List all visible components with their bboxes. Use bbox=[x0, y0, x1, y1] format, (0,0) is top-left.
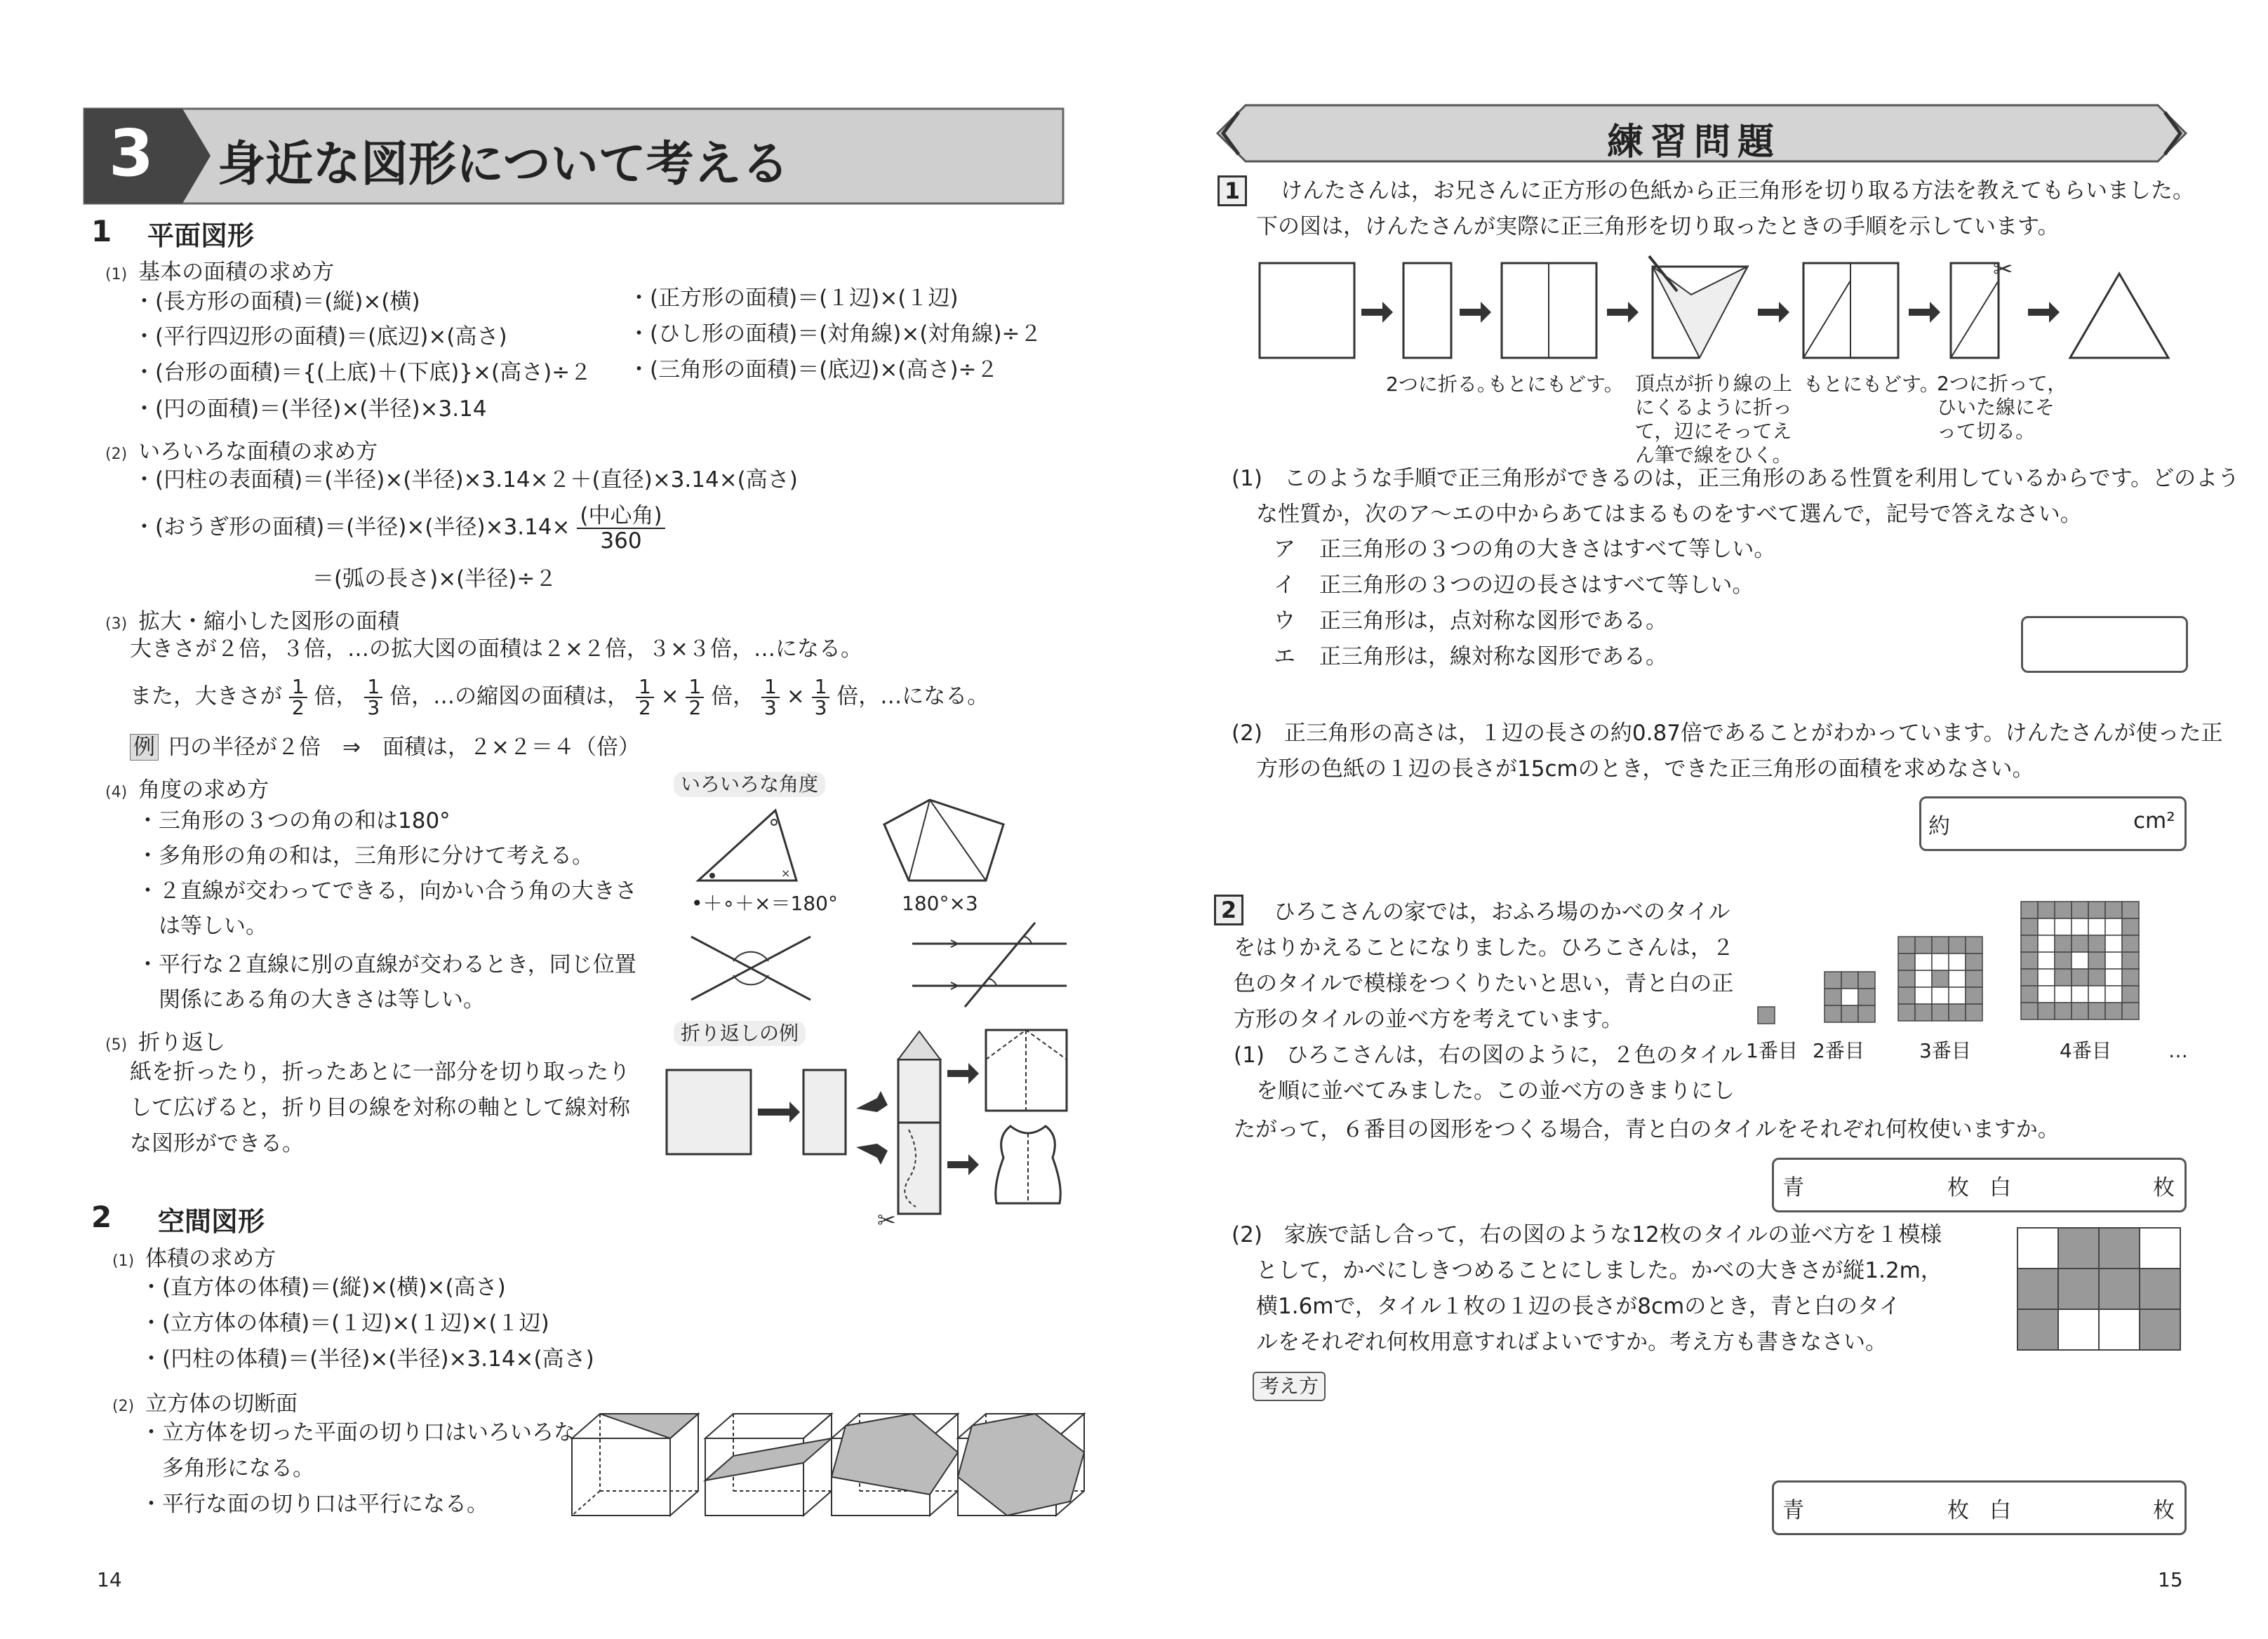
fraction-half bbox=[686, 677, 704, 718]
reduce-mid2: 倍，…の縮図の面積は， bbox=[389, 683, 629, 709]
formula-sector bbox=[133, 504, 665, 553]
thinking-label: 考え方 bbox=[1253, 1372, 1326, 1401]
page-number-right: 15 bbox=[2158, 1568, 2183, 1591]
angle-item: ・多角形の角の和は，三角形に分けて考える。 bbox=[137, 843, 594, 869]
q2-1-text-line: を順に並べてみました。この並べ方のきまりにし bbox=[1256, 1078, 1735, 1104]
tile-cell bbox=[2038, 1003, 2055, 1019]
tile-cell bbox=[1949, 937, 1966, 954]
tile-cell bbox=[1932, 1004, 1949, 1021]
answer-white-label: 白 bbox=[1989, 1175, 2011, 1200]
step-caption: 頂点が折り線の上 にくるように折っ て，辺にそってえ ん筆で線をひく。 bbox=[1635, 372, 1793, 467]
fraction-numerator: 1 bbox=[289, 677, 307, 698]
tile-cell bbox=[1932, 970, 1949, 987]
cube-quad-section bbox=[705, 1414, 832, 1516]
subsection-title: 折り返し bbox=[138, 1030, 226, 1055]
fraction-denominator: 3 bbox=[367, 696, 380, 719]
tile-cell bbox=[1932, 987, 1949, 1004]
q1-2-text-line: (2) 正三角形の高さは，１辺の長さの約0.87倍であることがわかっています。けんたさんが使った正 bbox=[1232, 721, 2223, 746]
tile-cell bbox=[2105, 902, 2122, 918]
tile-cell bbox=[2072, 969, 2088, 986]
q2-2-text-line: として，かべにしきつめることにしました。かべの大きさが縦1.2m， bbox=[1256, 1258, 1942, 1283]
answer-white-label: 白 bbox=[1989, 1498, 2011, 1523]
fraction-numerator: 1 bbox=[686, 677, 704, 698]
tile-cell bbox=[2021, 1003, 2038, 1019]
answer-mai-label: 枚 bbox=[2153, 1175, 2175, 1200]
sector-fraction bbox=[577, 504, 665, 553]
volume-formula: ・(立方体の体積)＝(１辺)×(１辺)×(１辺) bbox=[140, 1311, 549, 1336]
formula-square: ・(正方形の面積)＝(１辺)×(１辺) bbox=[628, 286, 959, 311]
fraction-numerator: (中心角) bbox=[577, 504, 665, 529]
tile-cell bbox=[1966, 970, 1982, 987]
subsection-title: 拡大・縮小した図形の面積 bbox=[138, 609, 400, 634]
tile-label: 1番目 bbox=[1746, 1039, 1798, 1062]
fraction-denominator: 2 bbox=[688, 696, 702, 719]
tile-cell bbox=[1898, 987, 1915, 1004]
subsection-1-3 bbox=[105, 603, 399, 635]
tile-cell bbox=[1949, 954, 1966, 970]
chapter-number: 3 bbox=[109, 116, 154, 191]
formula-triangle: ・(三角形の面積)＝(底辺)×(高さ)÷２ bbox=[628, 357, 999, 382]
tile-cell bbox=[1898, 1004, 1915, 1021]
subsection-1-5 bbox=[105, 1024, 225, 1056]
tile-cell bbox=[2122, 935, 2139, 952]
subsection-2-2 bbox=[112, 1386, 298, 1417]
tile-cell bbox=[2088, 969, 2105, 986]
subsection-1-4 bbox=[105, 772, 269, 803]
tile-cell bbox=[2072, 935, 2088, 952]
fold-text-line: 紙を折ったり，折ったあとに一部分を切り取ったり bbox=[130, 1059, 630, 1085]
q2-text-line: 色のタイルで模様をつくりたいと思い，青と白の正 bbox=[1234, 971, 1734, 996]
tile-label: 4番目 bbox=[2060, 1039, 2112, 1062]
chapter-title: 身近な図形について考える bbox=[218, 137, 789, 192]
tile-cell bbox=[2122, 902, 2139, 918]
tile-cell bbox=[1915, 954, 1932, 970]
volume-formula: ・(円柱の体積)＝(半径)×(半径)×3.14×(高さ) bbox=[140, 1346, 594, 1372]
q2-2-text-line: 横1.6mで，タイル１枚の１辺の長さが8cmのとき，青と白のタイ bbox=[1256, 1294, 1901, 1319]
tile-label: 2番目 bbox=[1813, 1039, 1865, 1062]
tile-label: 3番目 bbox=[1919, 1039, 1971, 1062]
reduce-text bbox=[130, 677, 989, 718]
formula-circle: ・(円の面積)＝(半径)×(半径)×3.14 bbox=[133, 396, 487, 422]
tile-cell bbox=[2055, 935, 2072, 952]
tile-cell bbox=[1966, 954, 1982, 970]
fraction-numerator: 1 bbox=[636, 677, 654, 698]
tile-cell bbox=[1858, 972, 1875, 989]
answer-unit-label: cm² bbox=[2133, 808, 2175, 834]
answer-approx-label: 約 bbox=[1928, 814, 1950, 839]
tile-cell bbox=[2055, 902, 2072, 918]
section-1-title: 平面図形 bbox=[147, 220, 255, 251]
choice-text: 正三角形は，線対称な図形である。 bbox=[1319, 644, 1667, 669]
fraction-denominator: 3 bbox=[814, 696, 827, 719]
q1-1-text-line: な性質か，次のア～エの中からあてはまるものをすべて選んで，記号で答えなさい。 bbox=[1256, 502, 2082, 527]
choice-key: エ bbox=[1274, 644, 1295, 669]
tile-cell bbox=[2021, 902, 2038, 918]
formula-sector-arc: ＝(弧の長さ)×(半径)÷２ bbox=[312, 566, 557, 591]
svg-text:✂: ✂ bbox=[877, 1207, 896, 1233]
tile-cell bbox=[1966, 937, 1982, 954]
tile-cell bbox=[2140, 1228, 2180, 1269]
tile-cell bbox=[2088, 952, 2105, 969]
answer-blue-label: 青 bbox=[1782, 1175, 1804, 1200]
cut-text-line: 多角形になる。 bbox=[140, 1456, 314, 1481]
question-2-number: 2 bbox=[1214, 895, 1243, 925]
q2-text-line: ひろこさんの家では，おふろ場のかべのタイル bbox=[1274, 899, 1730, 925]
reduce-mid1: 倍， bbox=[314, 683, 358, 709]
tile-cell bbox=[1949, 970, 1966, 987]
tile-cell bbox=[2021, 969, 2038, 986]
tile-cell bbox=[2021, 952, 2038, 969]
subsection-number: (5) bbox=[105, 1036, 128, 1054]
q1-1-text-line: (1) このような手順で正三角形ができるのは，正三角形のある性質を利用しているからです。どのよう bbox=[1232, 466, 2240, 491]
step-caption: 2つに折る。 bbox=[1386, 373, 1497, 396]
tile-cell bbox=[1915, 1004, 1932, 1021]
page-number-left: 14 bbox=[97, 1568, 122, 1591]
angle-item: 関係にある角の大きさは等しい。 bbox=[137, 987, 485, 1012]
tile-cell bbox=[2099, 1228, 2140, 1269]
subsection-number: (1) bbox=[105, 266, 128, 283]
cube-hexagon-section bbox=[958, 1414, 1084, 1516]
tile-cell bbox=[2122, 952, 2139, 969]
vertical-angles-icon bbox=[691, 933, 818, 1003]
tile-cell bbox=[2017, 1309, 2058, 1350]
tile-cell bbox=[2055, 1003, 2072, 1019]
tile-cell bbox=[1825, 972, 1841, 989]
tile-cell bbox=[1966, 1004, 1982, 1021]
subsection-title: 角度の求め方 bbox=[138, 777, 269, 803]
q2-2-text-line: ルをそれぞれ何枚用意すればよいですか。考え方も書きなさい。 bbox=[1256, 1330, 1887, 1355]
step-caption: 2つに折って， ひいた線にそ って切る。 bbox=[1937, 372, 2067, 443]
tile-cell bbox=[1898, 970, 1915, 987]
tile-cell bbox=[2055, 986, 2072, 1003]
q2-2-answer-box[interactable] bbox=[1772, 1480, 2187, 1535]
tile-cell bbox=[2055, 918, 2072, 935]
section-2-title: 空間図形 bbox=[158, 1206, 265, 1237]
section-1-number: 1 bbox=[91, 214, 112, 248]
q1-text-line: けんたさんは，お兄さんに正方形の色紙から正三角形を切り取る方法を教えてもらいました。 bbox=[1281, 178, 2194, 203]
tile-cell bbox=[2055, 969, 2072, 986]
pentagon-caption: 180°×3 bbox=[902, 892, 978, 915]
subsection-title: 基本の面積の求め方 bbox=[138, 260, 335, 285]
answer-mai-label: 枚 bbox=[2153, 1498, 2175, 1523]
q1-text-line: 下の図は，けんたさんが実際に正三角形を切り取ったときの手順を示しています。 bbox=[1256, 214, 2060, 239]
times-sign: × bbox=[660, 683, 679, 709]
tile-cell bbox=[2072, 952, 2088, 969]
choice-text: 正三角形の３つの角の大きさはすべて等しい。 bbox=[1319, 537, 1776, 562]
answer-mai-label: 枚 bbox=[1947, 1498, 1969, 1523]
q2-text-line: をはりかえることになりました。ひろこさんは，２ bbox=[1234, 935, 1734, 961]
subsection-number: (2) bbox=[112, 1398, 135, 1415]
tile-cell bbox=[1858, 989, 1875, 1005]
triangle-caption: •＋∘＋×＝180° bbox=[691, 892, 838, 915]
choice-key: ア bbox=[1274, 537, 1295, 562]
formula-parallelogram: ・(平行四辺形の面積)＝(底辺)×(高さ) bbox=[133, 324, 507, 349]
tile-cell bbox=[2038, 935, 2055, 952]
tile-cell bbox=[2099, 1269, 2140, 1309]
fold-text-line: して広げると，折り目の線を対称の軸として線対称 bbox=[130, 1095, 630, 1120]
fraction-third bbox=[812, 677, 830, 718]
tile-cell bbox=[1858, 1005, 1875, 1022]
subsection-number: (1) bbox=[112, 1252, 135, 1270]
example-label: 例 bbox=[130, 734, 159, 761]
q2-1-text-line: (1) ひろこさんは，右の図のように，２色のタイル bbox=[1234, 1043, 1743, 1068]
tile-cell bbox=[2038, 952, 2055, 969]
tile-cell bbox=[2088, 902, 2105, 918]
tile-cell bbox=[2105, 986, 2122, 1003]
subsection-title: 立方体の切断面 bbox=[145, 1391, 298, 1417]
subsection-number: (3) bbox=[105, 615, 128, 633]
tile-cell bbox=[2122, 969, 2139, 986]
q1-procedure-diagram bbox=[1256, 253, 2182, 365]
step-caption: もとにもどす。 bbox=[1488, 373, 1624, 396]
fold-text-line: な図形ができる。 bbox=[130, 1131, 304, 1156]
tile-cell bbox=[1949, 987, 1966, 1004]
subsection-number: (2) bbox=[105, 446, 128, 463]
formula-cylinder-surface: ・(円柱の表面積)＝(半径)×(半径)×3.14×２＋(直径)×3.14×(高さ) bbox=[133, 467, 798, 493]
tile-cell bbox=[1825, 1005, 1841, 1022]
subsection-1-1 bbox=[105, 254, 334, 286]
tile-cell bbox=[1825, 989, 1841, 1005]
tile-cell bbox=[2058, 1228, 2099, 1269]
example-line bbox=[130, 733, 640, 761]
tile-pattern-diagram bbox=[1754, 898, 2189, 1045]
reduce-mid3: 倍， bbox=[711, 683, 755, 709]
angle-item: ・三角形の３つの角の和は180° bbox=[137, 808, 451, 834]
tile-cell bbox=[2017, 1228, 2058, 1269]
tile-cell bbox=[2072, 986, 2088, 1003]
tile-cell bbox=[2105, 969, 2122, 986]
tile-cell bbox=[2088, 935, 2105, 952]
twelve-tile-pattern bbox=[2017, 1228, 2186, 1354]
parallel-lines-icon bbox=[912, 919, 1067, 1010]
tile-cell bbox=[2099, 1309, 2140, 1350]
answer-mai-label: 枚 bbox=[1947, 1175, 1969, 1200]
triangle-angle-icon bbox=[691, 807, 803, 884]
cut-text-line: ・平行な面の切り口は平行になる。 bbox=[140, 1492, 488, 1517]
tile-cell bbox=[2105, 1003, 2122, 1019]
tile-cell bbox=[2140, 1269, 2180, 1309]
tile-cell bbox=[2021, 986, 2038, 1003]
tile-cell bbox=[2017, 1269, 2058, 1309]
tile-cell bbox=[1915, 987, 1932, 1004]
fraction-denominator: 2 bbox=[638, 696, 651, 719]
example-text: 円の半径が２倍 ⇒ 面積は，２×２＝４（倍） bbox=[168, 735, 640, 760]
tile-cell bbox=[2105, 952, 2122, 969]
tile-cell bbox=[1932, 954, 1949, 970]
tile-cell bbox=[2122, 1003, 2139, 1019]
subsection-1-2 bbox=[105, 434, 378, 465]
question-1-number: 1 bbox=[1218, 175, 1247, 206]
choice-b bbox=[1274, 571, 1754, 599]
practice-banner-title: 練習問題 bbox=[1607, 121, 1782, 163]
tile-cell bbox=[1932, 937, 1949, 954]
tile-cell bbox=[2038, 918, 2055, 935]
fold-example-diagram bbox=[667, 1017, 1081, 1235]
tile-cell bbox=[2021, 935, 2038, 952]
svg-text:×: × bbox=[781, 867, 791, 880]
enlarge-text: 大きさが２倍，３倍，…の拡大図の面積は２×２倍，３×３倍，…になる。 bbox=[130, 636, 862, 662]
cube-pentagon-section bbox=[832, 1414, 958, 1516]
fraction-denominator: 360 bbox=[600, 528, 642, 554]
angle-item: は等しい。 bbox=[137, 914, 267, 939]
q1-1-answer-box[interactable] bbox=[2021, 616, 2188, 673]
tile-cell bbox=[2088, 1003, 2105, 1019]
cube-cross-sections-diagram bbox=[568, 1410, 1088, 1523]
tile-cell bbox=[2058, 1309, 2099, 1350]
choice-key: ウ bbox=[1274, 608, 1295, 634]
tile-cell bbox=[2105, 935, 2122, 952]
choice-text: 正三角形は，点対称な図形である。 bbox=[1319, 608, 1667, 634]
tile-cell bbox=[1758, 1007, 1775, 1024]
subsection-title: いろいろな面積の求め方 bbox=[138, 439, 378, 464]
tile-cell bbox=[2122, 918, 2139, 935]
svg-text:✂: ✂ bbox=[1993, 255, 2013, 283]
choice-a bbox=[1274, 535, 1775, 563]
fraction-numerator: 1 bbox=[761, 677, 780, 698]
tile-cell bbox=[2140, 1309, 2180, 1350]
tile-cell bbox=[1841, 972, 1858, 989]
subsection-2-1 bbox=[112, 1240, 276, 1272]
tile-cell bbox=[2072, 1003, 2088, 1019]
tile-cell bbox=[1898, 954, 1915, 970]
tile-cell bbox=[1966, 987, 1982, 1004]
fold-figure-label: 折り返しの例 bbox=[674, 1021, 806, 1046]
tile-cell bbox=[2038, 969, 2055, 986]
tile-cell bbox=[1915, 970, 1932, 987]
fraction-half bbox=[289, 677, 307, 718]
tile-cell bbox=[2038, 902, 2055, 918]
section-2-number: 2 bbox=[91, 1200, 112, 1234]
cube-triangle-section bbox=[572, 1414, 698, 1516]
tile-cell bbox=[1841, 1005, 1858, 1022]
formula-rectangle: ・(長方形の面積)＝(縦)×(横) bbox=[133, 289, 420, 314]
q2-1-answer-box[interactable] bbox=[1772, 1158, 2187, 1212]
tile-cell bbox=[2058, 1269, 2099, 1309]
subsection-title: 体積の求め方 bbox=[145, 1246, 276, 1271]
reduce-pre: また，大きさが bbox=[130, 683, 282, 709]
subsection-number: (4) bbox=[105, 784, 128, 801]
tile-cell bbox=[2088, 986, 2105, 1003]
volume-formula: ・(直方体の体積)＝(縦)×(横)×(高さ) bbox=[140, 1275, 506, 1300]
step-caption: もとにもどす。 bbox=[1803, 373, 1940, 396]
q2-2-text-line: (2) 家族で話し合って，右の図のような12枚のタイルの並べ方を１模様 bbox=[1232, 1222, 1942, 1247]
formula-trapezoid: ・(台形の面積)＝{(上底)＋(下底)}×(高さ)÷２ bbox=[133, 360, 592, 385]
tile-cell bbox=[2021, 918, 2038, 935]
tile-cell bbox=[2055, 952, 2072, 969]
times-sign: × bbox=[786, 683, 805, 709]
tile-label: … bbox=[2168, 1039, 2188, 1062]
angle-item: ・２直線が交わってできる，向かい合う角の大きさ bbox=[137, 878, 637, 904]
tile-cell bbox=[1898, 937, 1915, 954]
fraction-denominator: 3 bbox=[764, 696, 777, 719]
sector-text: ・(おうぎ形の面積)＝(半径)×(半径)×3.14× bbox=[133, 514, 571, 540]
fraction-third bbox=[761, 677, 780, 718]
tile-cell bbox=[2072, 902, 2088, 918]
tile-cell bbox=[1915, 937, 1932, 954]
fraction-denominator: 2 bbox=[291, 696, 305, 719]
tile-cell bbox=[2105, 918, 2122, 935]
cut-text-line: ・立方体を切った平面の切り口はいろいろな bbox=[140, 1420, 575, 1445]
q1-2-text-line: 方形の色紙の１辺の長さが15cmのとき，できた正三角形の面積を求めなさい。 bbox=[1256, 756, 2034, 782]
angle-item: ・平行な２直線に別の直線が交わるとき，同じ位置 bbox=[137, 952, 636, 977]
choice-d bbox=[1274, 643, 1667, 671]
tile-cell bbox=[1949, 1004, 1966, 1021]
fraction-third bbox=[364, 677, 382, 718]
fraction-half bbox=[636, 677, 654, 718]
answer-blue-label: 青 bbox=[1782, 1498, 1804, 1523]
angle-figure-label: いろいろな角度 bbox=[674, 772, 825, 797]
q2-text-line: 方形のタイルの並べ方を考えています。 bbox=[1234, 1007, 1623, 1032]
fraction-numerator: 1 bbox=[364, 677, 382, 698]
tile-cell bbox=[2122, 986, 2139, 1003]
tile-cell bbox=[2088, 918, 2105, 935]
choice-c bbox=[1274, 607, 1667, 635]
q2-1-text-line: たがって，６番目の図形をつくる場合，青と白のタイルをそれぞれ何枚使いますか。 bbox=[1234, 1117, 2060, 1142]
choice-key: イ bbox=[1274, 573, 1295, 598]
pentagon-angle-icon bbox=[881, 796, 1021, 888]
tile-cell bbox=[2072, 918, 2088, 935]
tile-cell bbox=[2038, 986, 2055, 1003]
tile-cell bbox=[1841, 989, 1858, 1005]
formula-rhombus: ・(ひし形の面積)＝(対角線)×(対角線)÷２ bbox=[628, 321, 1042, 347]
reduce-end: 倍，…になる。 bbox=[836, 683, 989, 709]
fraction-numerator: 1 bbox=[812, 677, 830, 698]
choice-text: 正三角形の３つの辺の長さはすべて等しい。 bbox=[1319, 573, 1754, 598]
